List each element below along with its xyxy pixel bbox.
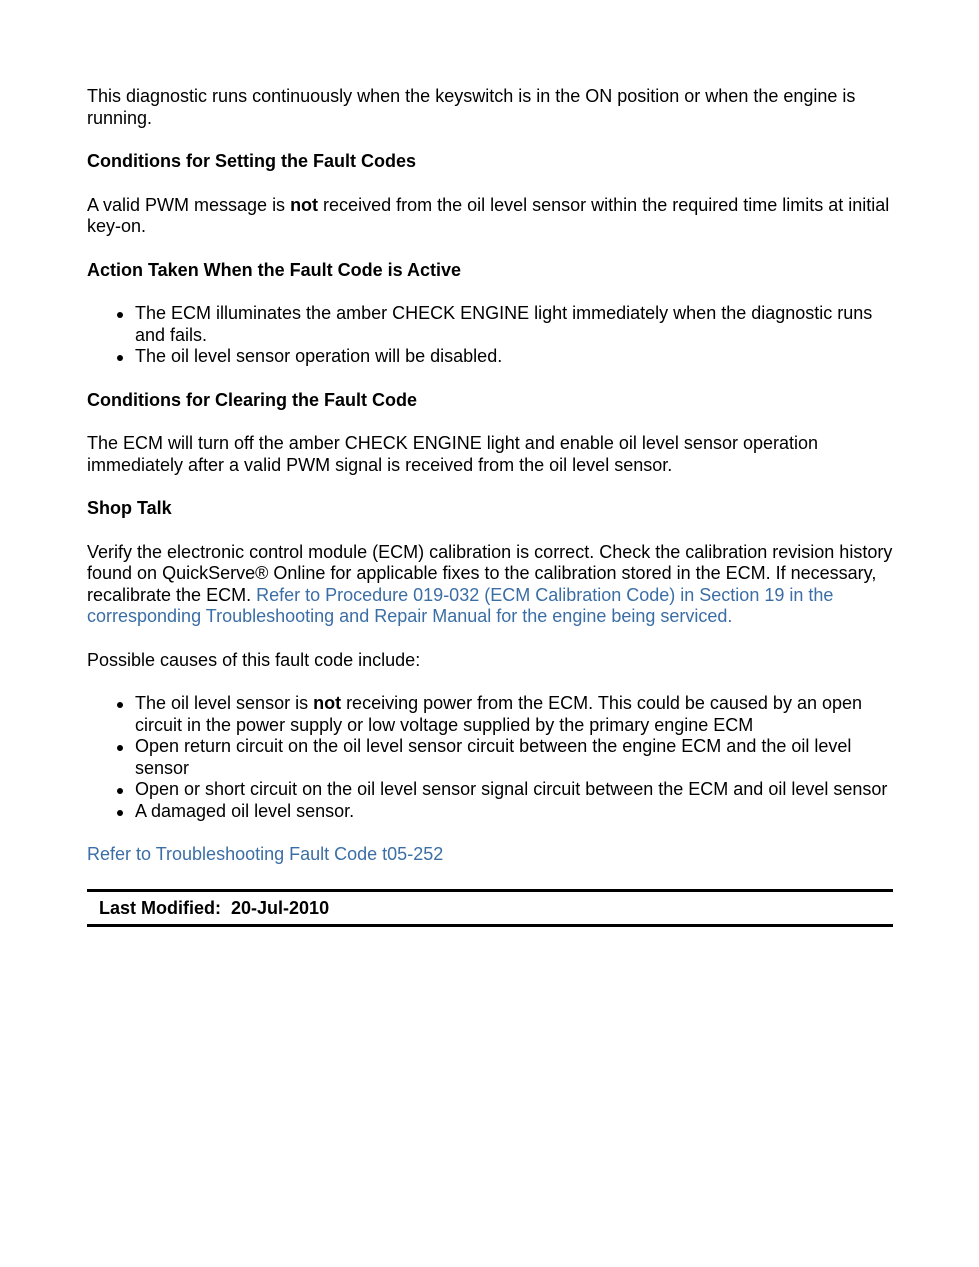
list-item: The oil level sensor operation will be disabled. bbox=[135, 346, 893, 368]
intro-paragraph: This diagnostic runs continuously when the keyswitch is in the ON position or when the engine is running. bbox=[87, 86, 856, 128]
clearing-conditions-heading: Conditions for Clearing the Fault Code bbox=[87, 389, 417, 410]
setting-emphasis: not bbox=[290, 194, 319, 215]
last-modified-label: Last Modified: bbox=[99, 897, 221, 918]
list-item: Open or short circuit on the oil level sensor signal circuit between the ECM and oil level sensor bbox=[135, 779, 893, 801]
cause-text-after: receiving power from the ECM. This could be caused by an open circuit in the power supply or low voltage supplied by the primary engine ECM bbox=[135, 693, 863, 735]
clearing-conditions-paragraph: The ECM will turn off the amber CHECK ENGINE light and enable oil level sensor operation immediately after a valid PWM signal is received from the oil level sensor. bbox=[87, 433, 819, 475]
possible-causes-intro: Possible causes of this fault code include: bbox=[87, 649, 421, 670]
refer-paragraph bbox=[87, 844, 893, 866]
possible-causes-list bbox=[87, 693, 893, 822]
document-page bbox=[87, 86, 893, 927]
list-item bbox=[135, 693, 893, 736]
last-modified-bar bbox=[87, 889, 893, 928]
action-taken-list bbox=[87, 303, 893, 368]
procedure-019-032-link[interactable]: Refer to Procedure 019-032 (ECM Calibration Code) in Section 19 in the corresponding Troubleshooting and Repair Manual for the engine being serviced. bbox=[87, 584, 834, 626]
list-item: A damaged oil level sensor. bbox=[135, 801, 893, 823]
shop-talk-heading: Shop Talk bbox=[87, 498, 172, 518]
shop-talk-text: Verify the electronic control module (ECM) calibration is correct. Check the calibration revision history found on QuickServe® Online for applicable fixes to the calibration stored in the ECM. If necessary, recalibrate the ECM. bbox=[87, 541, 893, 605]
setting-text-after: received from the oil level sensor within the required time limits at initial key-on. bbox=[87, 194, 890, 236]
fault-code-t05-252-link[interactable]: Refer to Troubleshooting Fault Code t05-252 bbox=[87, 844, 444, 864]
setting-conditions-heading: Conditions for Setting the Fault Codes bbox=[87, 151, 416, 171]
shop-talk-paragraph bbox=[87, 542, 893, 628]
cause-text-before: The oil level sensor is bbox=[135, 693, 314, 713]
list-item: The ECM illuminates the amber CHECK ENGINE light immediately when the diagnostic runs and fails. bbox=[135, 303, 893, 346]
last-modified-date: 20-Jul-2010 bbox=[231, 897, 330, 918]
list-item: Open return circuit on the oil level sensor circuit between the engine ECM and the oil level sensor bbox=[135, 736, 893, 779]
setting-text-before: A valid PWM message is bbox=[87, 194, 291, 215]
cause-emphasis: not bbox=[313, 693, 342, 713]
setting-conditions-paragraph bbox=[87, 195, 893, 238]
action-taken-heading: Action Taken When the Fault Code is Active bbox=[87, 259, 462, 280]
